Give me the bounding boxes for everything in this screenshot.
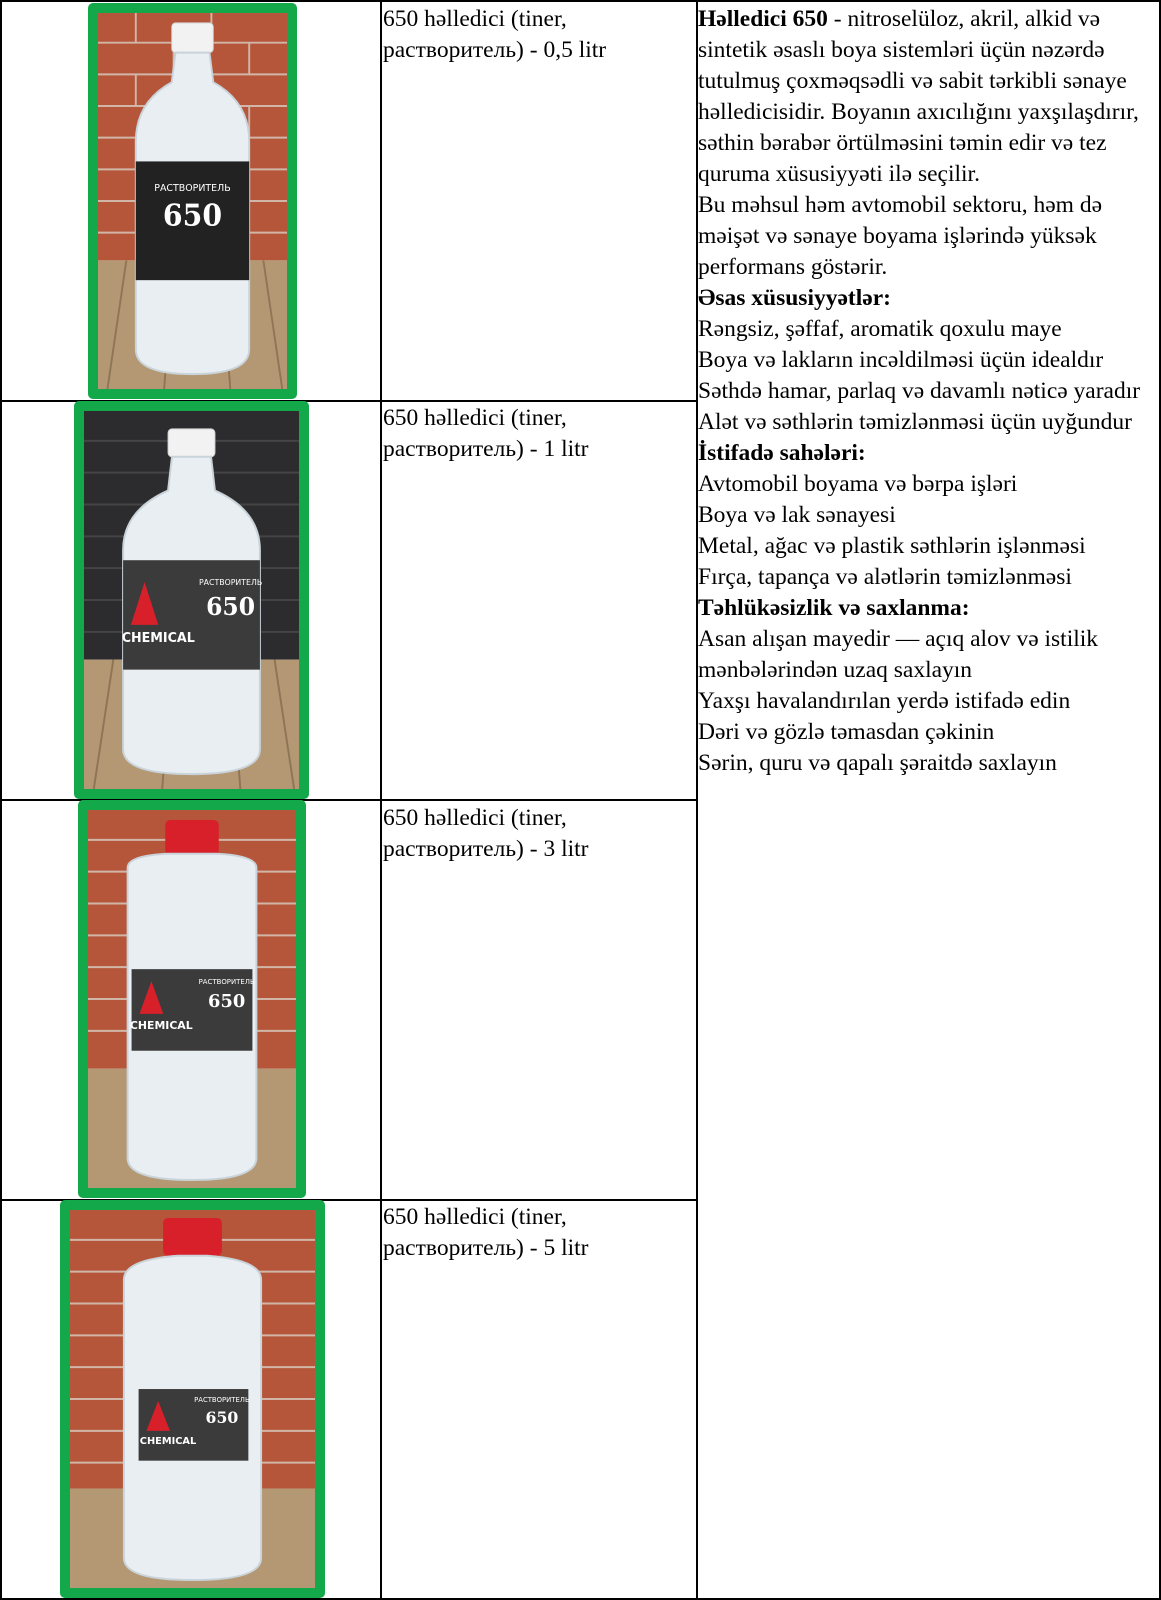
bottle-image [98,13,287,389]
description-intro [698,4,1160,190]
usage-item: Avtomobil boyama və bərpa işləri [698,471,1018,497]
product-photo-5-litr [60,1200,325,1598]
product-description [698,4,1160,779]
product-name-5-litr: 650 həlledici (tiner, растворитель) - 5 litr [383,1204,589,1261]
product-photo-3-litr [78,800,306,1198]
safety-item: Asan alışan mayedir — açıq alov və istilik mənbələrindən uzaq saxlayın [698,626,1099,683]
bottle-image [88,810,296,1188]
description-intro-2: Bu məhsul həm avtomobil sektoru, həm də məişət və sənaye boyama işlərində yüksək performans göstərir. [698,192,1103,280]
label-brand-text: CHEMICAL [139,1435,197,1447]
label-title-text: РАСТВОРИТЕЛЬ [154,182,231,195]
intro-text: - nitroselüloz, akril, alkid və sintetik əsaslı boya sistemləri üçün nəzərdə tutulmuş çoxməqsədli və sabit tərkibli sənaye həlledicisidir. Boyanın axıcılığını yaxşılaşdırır, səthin bərabər örtülməsini təmin edir və tez quruma xüsusiyyəti ilə seçilir. [698,6,1139,187]
label-title-text: РАСТВОРИТЕЛЬ [198,578,263,588]
bottle-image [84,411,299,789]
product-name-1-litr: 650 həlledici (tiner, растворитель) - 1 litr [383,405,589,462]
label-title-text: РАСТВОРИТЕЛЬ [198,978,255,987]
safety-item: Sərin, quru və qapalı şəraitdə saxlayın [698,750,1057,776]
usage-heading: İstifadə sahələri: [698,440,866,466]
product-photo-0-5-litr [88,3,297,399]
product-name-3-litr: 650 həlledici (tiner, растворитель) - 3 litr [383,805,589,862]
feature-item: Səthdə hamar, parlaq və davamlı nəticə yaradır [698,378,1141,404]
safety-item: Dəri və gözlə təmasdan çəkinin [698,719,995,745]
feature-item: Boya və lakların incəldilməsi üçün idealdır [698,347,1104,373]
label-number-text: 650 [206,592,256,621]
usage-item: Fırça, tapança və alətlərin təmizlənməsi [698,564,1072,590]
label-brand-text: CHEMICAL [129,1018,193,1032]
safety-item: Yaxşı havalandırılan yerdə istifadə edin [698,688,1071,714]
safety-heading: Təhlükəsizlik və saxlanma: [698,595,970,621]
label-title-text: РАСТВОРИТЕЛЬ [194,1395,250,1404]
features-heading: Əsas xüsusiyyətlər: [698,285,891,311]
label-number-text: 650 [205,1407,239,1427]
usage-item: Boya və lak sənayesi [698,502,896,528]
table-border-top [0,0,1161,2]
usage-item: Metal, ağac və plastik səthlərin işlənməsi [698,533,1086,559]
bottle-image [70,1210,315,1588]
label-number-text: 650 [208,990,246,1012]
label-brand-text: CHEMICAL [121,630,195,646]
intro-product-name: Həlledici 650 [698,6,828,32]
label-number-text: 650 [162,198,223,233]
feature-item: Alət və səthlərin təmizlənməsi üçün uyğundur [698,409,1132,435]
feature-item: Rəngsiz, şəffaf, aromatik qoxulu maye [698,316,1062,342]
product-name-0-5-litr: 650 həlledici (tiner, растворитель) - 0,5 litr [383,6,607,63]
product-photo-1-litr [74,401,309,799]
